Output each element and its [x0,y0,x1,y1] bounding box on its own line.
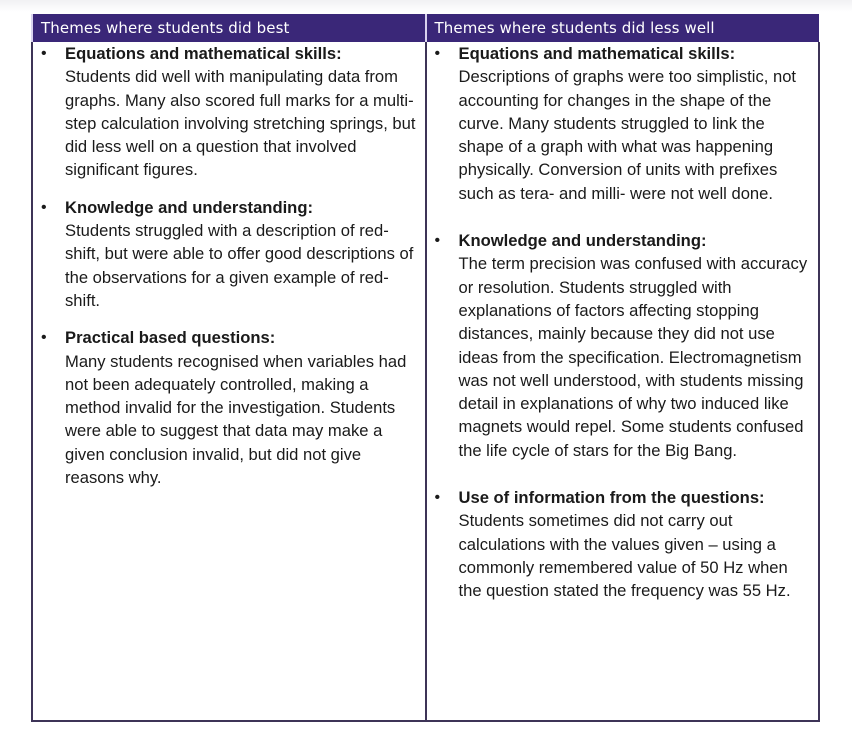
table-body-row [32,42,819,721]
list-item [33,326,425,489]
list-item [427,486,819,602]
list-item [33,196,425,312]
theme-body: Many students recognised when variables had not been adequately controlled, making a method invalid for the investigation. Students were able to suggest that data may make a given conclusion invalid, but did not give reasons why. [65,351,407,488]
theme-title: Use of information from the questions: [458,488,765,508]
theme-title: Knowledge and understanding: [458,231,707,251]
list-item [33,42,425,182]
theme-title: Equations and mathematical skills: [65,44,342,63]
did-less-well-list [427,42,819,603]
theme-body: Students struggled with a description of red-shift, but were able to offer good descriptions of the observations for a given example of red-shift. [65,221,414,310]
header-did-best: Themes where students did best [32,14,426,42]
theme-title: Equations and mathematical skills: [458,44,736,63]
bullet-icon: • [41,198,47,216]
bullet-icon: • [41,329,47,347]
themes-table [31,14,820,722]
did-less-well-cell [426,42,820,721]
did-best-cell [32,42,426,721]
did-best-list [33,42,425,489]
bullet-icon: • [41,45,47,62]
theme-title: Practical based questions: [65,328,276,348]
bullet-icon: • [434,489,441,507]
bullet-icon: • [434,232,441,250]
theme-title: Knowledge and understanding: [65,197,313,217]
list-item [427,42,819,205]
theme-body: The term precision was confused with accuracy or resolution. Students struggled with explanations of factors affecting stopping distances, mainly because they did not use ideas from the specification. Electromagnetism was not well understood, with students missing detail in explanations of why two induced like magnets would repel. Some students confused the life cycle of stars for the Big Bang. [458,254,808,460]
list-item [427,229,819,462]
bullet-icon: • [434,45,441,62]
theme-body: Students did well with manipulating data from graphs. Many also scored full marks for a multi-step calculation involving stretching springs, but did less well on a question that involved significant figures. [65,67,416,180]
theme-body: Students sometimes did not carry out calculations with the values given – using a commonly remembered value of 50 Hz when the question stated the frequency was 55 Hz. [458,511,791,601]
theme-body: Descriptions of graphs were too simplistic, not accounting for changes in the shape of the curve. Many students struggled to link the shape of a graph with what was happening physically. Conversion of units with prefixes such as tera- and milli- were not well done. [458,67,797,203]
table-header-row [32,14,819,42]
header-did-less-well: Themes where students did less well [426,14,820,42]
